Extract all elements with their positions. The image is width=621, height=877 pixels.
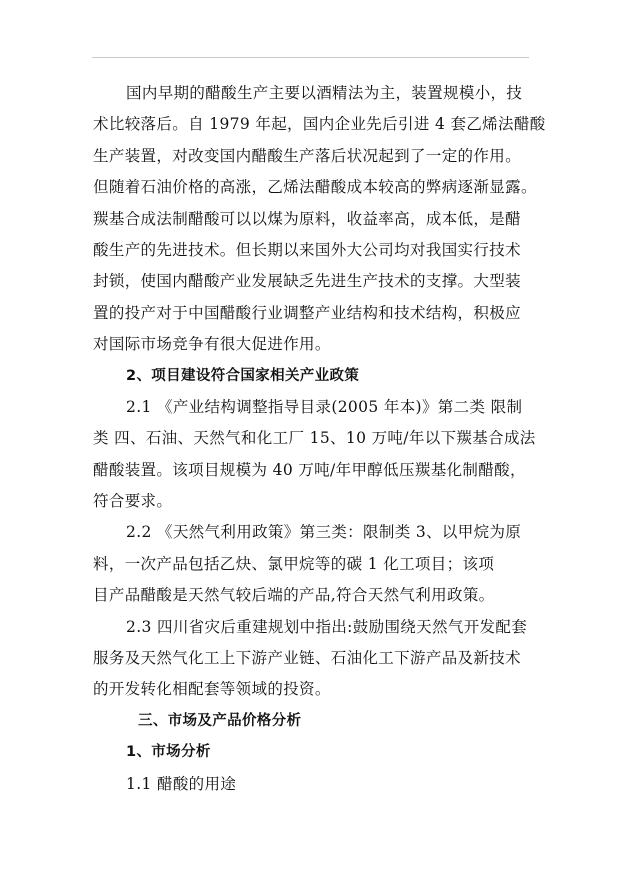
paragraph-line: 1.1 醋酸的用途	[126, 774, 237, 793]
paragraph-line: 目产品醋酸是天然气较后端的产品,符合天然气利用政策。	[93, 586, 495, 605]
paragraph-line: 2.3 四川省灾后重建规划中指出:鼓励围绕天然气开发配套	[126, 617, 528, 636]
paragraph-line: 羰基合成法制醋酸可以以煤为原料，收益率高，成本低，是醋	[93, 209, 521, 228]
header-rule	[92, 57, 529, 58]
paragraph-line: 国内早期的醋酸生产主要以酒精法为主，装置规模小，技	[126, 84, 523, 102]
paragraph-line: 料，一次产品包括乙炔、氯甲烷等的碳 1 化工项目；该项	[93, 554, 495, 573]
section-heading: 三、市场及产品价格分析	[138, 712, 302, 729]
paragraph-line: 对国际市场竞争有很大促进作用。	[93, 335, 331, 354]
paragraph-line: 服务及天然气化工上下游产业链、石油化工下游产品及新技术	[93, 649, 521, 668]
paragraph-line: 2.1 《产业结构调整指导目录(2005 年本)》第二类 限制	[126, 397, 523, 416]
paragraph-line: 术比较落后。自 1979 年起，国内企业先后引进 4 套乙烯法醋酸	[93, 115, 546, 134]
paragraph-line: 符合要求。	[93, 492, 173, 511]
subsection-heading: 2、项目建设符合国家相关产业政策	[126, 367, 360, 384]
paragraph-line: 类 四、石油、天然气和化工厂 15、10 万吨/年以下羰基合成法	[93, 429, 536, 448]
paragraph-line: 但随着石油价格的高涨，乙烯法醋酸成本较高的弊病逐渐显露。	[93, 178, 537, 197]
paragraph-line: 生产装置，对改变国内醋酸生产落后状况起到了一定的作用。	[93, 146, 521, 165]
paragraph-line: 醋酸装置。该项目规模为 40 万吨/年甲醇低压羰基化制醋酸，	[93, 460, 526, 479]
paragraph-line: 置的投产对于中国醋酸行业调整产业结构和技术结构，积极应	[93, 303, 521, 322]
paragraph-line: 2.2 《天然气利用政策》第三类：限制类 3、以甲烷为原	[126, 523, 522, 542]
subsection-heading: 1、市场分析	[126, 744, 211, 761]
paragraph-line: 酸生产的先进技术。但长期以来国外大公司均对我国实行技术	[93, 240, 521, 259]
paragraph-line: 封锁，使国内醋酸产业发展缺乏先进生产技术的支撑。大型装	[93, 272, 521, 291]
document-body	[93, 78, 546, 800]
paragraph-line: 的开发转化相配套等领域的投资。	[93, 680, 331, 699]
